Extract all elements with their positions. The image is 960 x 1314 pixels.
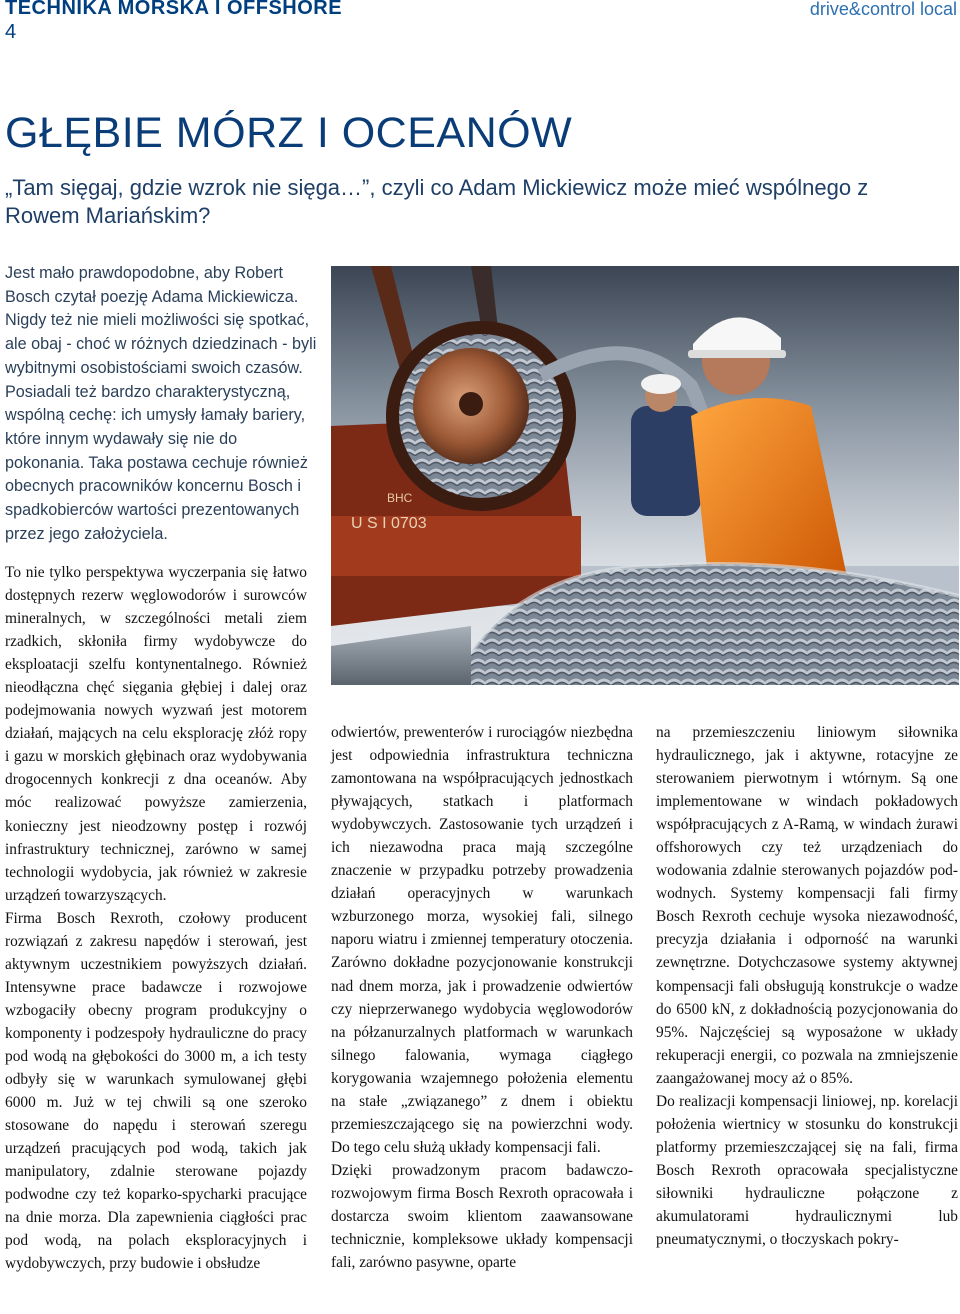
column-1-paragraph-2: Firma Bosch Rexroth, czołowy producent rozwiązań z zakresu napędów i sterowań, jest aktywnym uczestnikiem powyższych działań. Intensywne prace badawcze i rozwojowe wzbogaciły obecny program produkcyjny o komponenty i podzespoły hydrauliczne do pracy pod wodą na głębokości do 3000 m, a ich testy odbyły się w warunkach symulowanej głębi 6000 m. Już w tej chwili są one szeroko stosowane do napędu i sterowań szeregu urządzeń pracujących pod wodą, takich jak manipulatory, zdalnie sterowane pojazdy podwodne czy też koparko-spycharki pracujące na dnie morza. Dla zapewnienia ciągłości prac pod wodą, na polach eksploracyjnych i wydobywczych, przy budowie i obsłudze: [5, 909, 307, 1273]
column-3-paragraph-2: Do realizacji kompensacji liniowej, np. korelacji położenia wiertnicy w stosunku do konstrukcji platformy przemieszczającej się na fali, firma Bosch Rexroth opracowała specjalistyczne siłowniki hydrauliczne połączone z akumulatorami hydraulicznymi lub pneumatycznymi, o tłoczyskach pokry-: [656, 1092, 958, 1249]
article-intro: Jest mało prawdopodobne, aby Robert Bosch czytał poezję Adama Mickiewicza. Nigdy też nie mieli możliwości się spotkać, ale obaj - choć w różnych dziedzinach - byli wybitnymi osobistościami swoich czasów. Posiadali też bardzo charakterystyczną, wspólną cechę: ich umysły łamały bariery, które innym wydawały się nie do pokonania. Taka postawa cechuje również obecnych pracowników koncernu Bosch i spadkobierców wartości prezentowanych przez jego założyciela.: [5, 264, 317, 543]
vessel-marking: BHC: [387, 491, 413, 505]
column-3-paragraph-1: na przemieszczeniu liniowym siłownika hydraulicznego, jak i aktywne, rotacyjne ze sterowaniem pierwotnym i wtórnym. Są one implementowane w windach pokładowych współpracujących z A-Ramą, w windach żurawi offshorowych czy też urządzeniach do wodowania zdalnie sterowanych pojazdów podwodnych. Systemy kompensacji fali firmy Bosch Rexroth cechuje wysoka niezawodność, precyzja działania i odporność na warunki zewnętrzne. Dotychczasowe systemy aktywnej kompensacji fali obsługują konstrukcje o wadze do 6500 kN, z dokładnością pozycjonowania do 95%. Najczęściej są wyposażone w układy rekuperacji energii, co pozwala na zmniejszenie zaangażowanej mocy aż o 85%.: [656, 724, 958, 1087]
column-2-paragraph-2: Dzięki prowadzonym pracom badawczo-rozwojowym firma Bosch Rexroth opracowała i dostarcza swoim klientom zaawansowane technicznie, kompleksowe układy kompensacji fali, zarówno pasywne, oparte: [331, 1161, 633, 1272]
article-photo: [331, 266, 959, 685]
column-1-paragraph-1: To nie tylko perspektywa wyczerpania się łatwo dostępnych rezerw węglowodorów i surowców mineralnych, w szczególności metali ziem rzadkich, skłoniła firmy wydobywcze do eksploatacji szelfu kontynentalnego. Również nieodłączna chęć sięgania głębiej i dalej oraz podejmowania nowych wyzwań jest motorem działań, mających na celu eksplorację złóż ropy i gazu w morskich głębinach oraz wydobywania drogocennych konkrecji z dna oceanów. Aby móc realizować powyższe zamierzenia, konieczny jest nieodzowny postęp i rozwój infrastruktury technicznej, zarówno w samej technologii wydobycia, jak również w zakresie urządzeń towarzyszących.: [5, 564, 307, 904]
article-column-1: [5, 561, 307, 1275]
article-column-2: [331, 721, 633, 1274]
page-number: 4: [5, 21, 17, 43]
article-title: GŁĘBIE MÓRZ I OCEANÓW: [5, 109, 573, 157]
section-header: TECHNIKA MORSKA I OFFSHORE: [5, 0, 343, 19]
article-lead: „Tam sięgaj, gdzie wzrok nie sięga…”, czyli co Adam Mickiewicz może mieć wspólnego z Rowem Mariańskim?: [5, 175, 869, 228]
article-column-3: [656, 721, 958, 1251]
vessel-plate: U S I 0703: [351, 515, 427, 532]
publication-name: drive&control local: [809, 0, 957, 19]
offshore-workers-illustration: [331, 266, 959, 685]
column-2-paragraph-1: odwiertów, prewenterów i rurociągów niezbędna jest odpowiednia infrastruktura techniczna zamontowana na współpracujących jednostkach pływających, statkach i platformach wydobywczych. Zastosowanie tych urządzeń i ich niezawodna praca mają szczególne znaczenie w przypadku potrzeby prowadzenia działań operacyjnych w warunkach wzburzonego morza, wysokiej fali, silnego naporu wiatru i zmiennej temperatury otoczenia. Zarówno dokładne pozycjonowanie konstrukcji nad dnem morza, jak i prowadzenie odwiertów czy nieprzerwanego wydobycia węglowodorów na półzanurzalnych platformach w warunkach silnego falowania, wymaga ciągłego korygowania wzajemnego położenia elementu na stałe „związanego” z dnem i obiektu przemieszczającego się na powierzchni wody. Do tego celu służą układy kompensacji fali.: [331, 724, 633, 1156]
